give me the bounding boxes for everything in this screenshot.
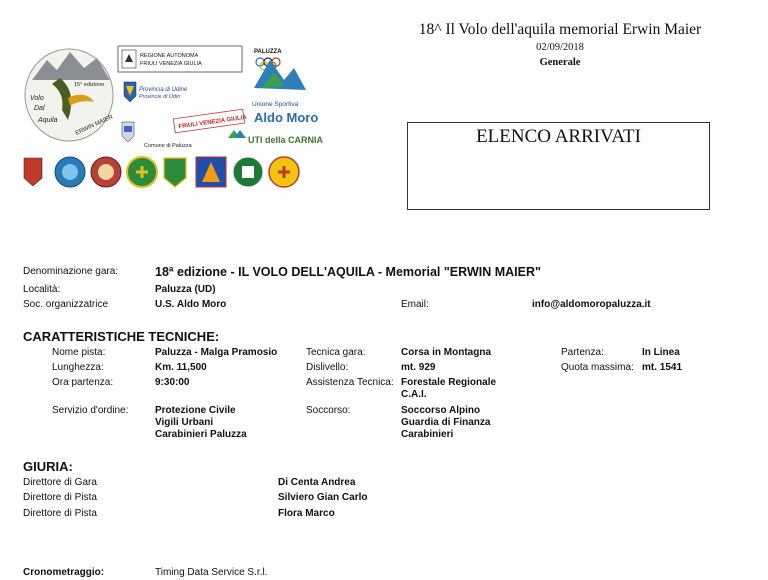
svg-text:PALUZZA: PALUZZA <box>254 49 282 55</box>
svg-text:Aldo Moro: Aldo Moro <box>254 110 319 125</box>
svg-text:Provincia di Udine: Provincia di Udine <box>139 87 188 93</box>
tecnica-value: Corsa in Montagna <box>401 347 492 358</box>
svg-text:REGIONE AUTONOMA: REGIONE AUTONOMA <box>140 53 199 59</box>
ora-partenza-value: 9:30:00 <box>155 377 190 388</box>
sponsor-logos <box>22 40 324 200</box>
svg-text:Dal: Dal <box>34 105 45 112</box>
tecnica-label: Tecnica gara: <box>306 347 366 358</box>
badge-row <box>24 157 299 187</box>
giuria-label-1: Direttore di Gara <box>23 477 97 488</box>
cronometraggio-label: Cronometraggio: <box>23 567 105 578</box>
servizio-label: Servizio d'ordine: <box>52 405 129 416</box>
volo-edition-text: 15° edizione <box>74 82 105 88</box>
giuria-label-2: Direttore di Pista <box>23 492 97 503</box>
box-title: ELENCO ARRIVATI <box>476 126 641 147</box>
provincia-udine-logo <box>124 82 188 102</box>
lunghezza-label: Lunghezza: <box>52 362 104 373</box>
nome-pista-label: Nome pista: <box>52 347 106 358</box>
lunghezza-value: Km. 11,500 <box>155 362 207 373</box>
soc-value: U.S. Aldo Moro <box>155 299 227 310</box>
soccorso-label: Soccorso: <box>306 405 351 416</box>
svg-text:Unione Sportiva: Unione Sportiva <box>252 101 299 108</box>
localita-label: Località: <box>23 284 61 295</box>
svg-text:UTI della CARNIA: UTI della CARNIA <box>248 135 324 145</box>
race-date: 02/09/2018 <box>536 42 584 53</box>
race-title: 18^ Il Volo dell'aquila memorial Erwin Maier <box>418 21 702 38</box>
quota-value: mt. 1541 <box>642 362 683 373</box>
denominazione-value: 18ª edizione - IL VOLO DELL'AQUILA - Memorial "ERWIN MAIER" <box>155 265 541 279</box>
quota-label: Quota massima: <box>561 362 634 373</box>
partenza-label: Partenza: <box>561 347 604 358</box>
giuria-label-3: Direttore di Pista <box>23 508 97 519</box>
svg-text:Provincie di Udin: Provincie di Udin <box>139 94 181 100</box>
giuria-value-2: Silviero Gian Carlo <box>278 492 368 503</box>
servizio-value-3: Carabinieri Paluzza <box>155 429 247 440</box>
svg-text:Comune di Paluzza: Comune di Paluzza <box>144 143 192 149</box>
fvg-turismo-logo <box>173 109 247 133</box>
soc-label: Soc. organizzatrice <box>23 299 109 310</box>
soccorso-value-1: Soccorso Alpino <box>401 405 481 416</box>
race-category: Generale <box>539 57 581 68</box>
denominazione-label: Denominazione gara: <box>23 266 119 277</box>
svg-text:ERWIN MAIER: ERWIN MAIER <box>74 114 115 137</box>
volo-aquila-logo <box>25 49 115 141</box>
svg-text:Volo: Volo <box>30 95 44 102</box>
partenza-value: In Linea <box>642 347 680 358</box>
regione-fvg-logo <box>118 46 242 72</box>
assistenza-value-1: Forestale Regionale <box>401 377 497 388</box>
servizio-value-2: Vigili Urbani <box>155 417 214 428</box>
caratteristiche-heading: CARATTERISTICHE TECNICHE: <box>23 329 220 344</box>
nome-pista-value: Paluzza - Malga Pramosio <box>155 347 278 358</box>
cronometraggio-value: Timing Data Service S.r.l. <box>155 567 268 578</box>
dislivello-value: mt. 929 <box>401 362 436 373</box>
email-value: info@aldomoropaluzza.it <box>532 299 651 310</box>
ora-partenza-label: Ora partenza: <box>52 377 114 388</box>
assistenza-label: Assistenza Tecnica: <box>306 377 394 388</box>
uti-carnia-logo <box>228 130 324 145</box>
svg-text:Aquila: Aquila <box>38 117 58 124</box>
soccorso-value-2: Guardia di Finanza <box>401 417 491 428</box>
dislivello-label: Dislivello: <box>306 362 349 373</box>
localita-value: Paluzza (UD) <box>155 284 216 295</box>
servizio-value-1: Protezione Civile <box>155 405 236 416</box>
giuria-value-1: Di Centa Andrea <box>278 477 356 488</box>
svg-text:FRIULI VENEZIA GIULIA: FRIULI VENEZIA GIULIA <box>178 114 248 131</box>
assistenza-value-2: C.A.I. <box>401 389 427 400</box>
svg-text:FRIULI VENEZIA GIULIA: FRIULI VENEZIA GIULIA <box>140 61 202 67</box>
giuria-heading: GIURIA: <box>23 459 73 474</box>
soccorso-value-3: Carabinieri <box>401 429 454 440</box>
giuria-value-3: Flora Marco <box>278 508 335 519</box>
email-label: Email: <box>401 299 429 310</box>
